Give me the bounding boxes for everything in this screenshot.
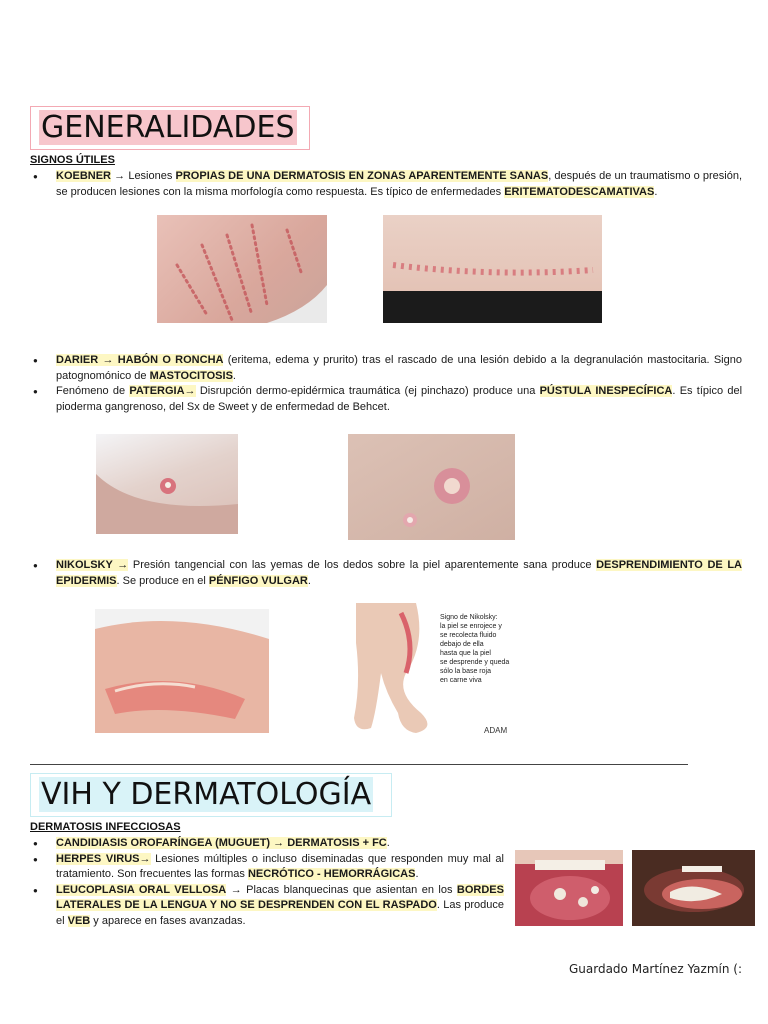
darier-highlight: MASTOCITOSIS [149, 369, 233, 382]
patergia-text-1: Fenómeno de [56, 385, 130, 397]
herpes-highlight: NECRÓTICO - HEMORRÁGICAS [247, 868, 416, 880]
nikolsky-leg-illustration [346, 603, 436, 736]
list-item-herpes [28, 852, 504, 883]
nikolsky-text-2: . Se produce en el [116, 574, 209, 587]
darier-text: (eritema, edema y prurito) tras el rascado de una lesión debido a la degranulación mastocitaria. Signo patognomónico de [56, 354, 742, 382]
list-item-darier [28, 353, 742, 384]
nikolsky-term: NIKOLSKY → [56, 559, 129, 571]
caption-line: debajo de ella [440, 641, 484, 648]
list-item-nikolsky [28, 558, 742, 589]
koebner-text-1: → Lesiones [111, 170, 176, 182]
patergia-highlight: PÚSTULA INESPECÍFICA [539, 385, 673, 397]
section2-title-box [30, 773, 392, 817]
list-nikolsky [28, 558, 742, 589]
koebner-band-illustration [383, 215, 602, 323]
koebner-end: . [654, 185, 658, 198]
nikolsky-text: Presión tangencial con las yemas de los dedos sobre la piel aparentemente sana produce [128, 559, 597, 571]
koebner-highlight: PROPIAS DE UNA DERMATOSIS EN ZONAS APARENTEMENTE SANAS [175, 170, 549, 182]
list-vih [28, 836, 504, 929]
darier-term: DARIER → HABÓN O RONCHA [56, 354, 224, 366]
caption-line: hasta que la piel [440, 650, 491, 657]
subtitle-dermatosis-infecciosas: DERMATOSIS INFECCIOSAS [30, 821, 181, 833]
list-koebner [28, 169, 742, 200]
patergia-term: PATERGIA→ [129, 385, 196, 397]
caption-line: la piel se enrojece y [440, 623, 502, 630]
koebner-text-2: , después de un traumatismo o presión, se producen lesiones con la misma morfología como respuesta. Es típico de enfermedades [56, 170, 743, 198]
patergia-lesions-illustration [348, 434, 515, 540]
koebner-term: KOEBNER [56, 170, 112, 182]
caption-line: se desprende y queda [440, 659, 510, 666]
nikolsky-photo-1 [95, 609, 269, 733]
oral-candidiasis-illustration [515, 850, 623, 926]
patergia-photo-2 [348, 434, 515, 540]
patergia-pustule-illustration [96, 434, 238, 534]
caption-line: Signo de Nikolsky: [440, 614, 498, 621]
koebner-photo-2 [383, 215, 602, 323]
section-title-vih: VIH Y DERMATOLOGÍA [41, 777, 372, 812]
candidiasis-end: . [386, 837, 390, 849]
patergia-text-2: Disrupción dermo-epidérmica traumática (ej pinchazo) produce una [195, 385, 540, 397]
nikolsky-highlight: DESPRENDIMIENTO DE LA EPIDERMIS [56, 559, 742, 587]
nikolsky-diagram [346, 603, 520, 736]
list-item-candidiasis [28, 836, 504, 852]
koebner-highlight-2: ERITEMATODESCAMATIVAS [504, 185, 655, 198]
section-title-box [30, 106, 310, 150]
oral-photo-2 [632, 850, 755, 926]
herpes-text: Lesiones múltiples o incluso diseminadas que responden muy mal al tratamiento. Son frecuentes las formas [56, 852, 504, 880]
list-item-leucoplasia [28, 883, 504, 930]
section-title-generalidades: GENERALIDADES [41, 110, 295, 145]
candidiasis-term: CANDIDIASIS OROFARÍNGEA (MUGUET) → [56, 837, 288, 849]
herpes-end: . [415, 868, 419, 880]
darier-end: . [232, 369, 236, 382]
herpes-term: HERPES VIRUS→ [56, 852, 151, 865]
nikolsky-end: . [307, 574, 311, 587]
caption-line: se recolecta fluido [440, 632, 497, 639]
candidiasis-highlight: DERMATOSIS + FC [287, 837, 387, 849]
patergia-end: . Es típico del pioderma gangrenoso, del Sx de Sweet y de enfermedad de Behcet. [56, 385, 743, 413]
leucoplasia-text: → Placas blanquecinas que asientan en los [226, 883, 457, 896]
leucoplasia-end: y aparece en fases avanzadas. [90, 914, 246, 927]
subtitle-signos-utiles: SIGNOS ÚTILES [30, 154, 115, 166]
adam-logo: ADAM [484, 726, 508, 735]
list-darier-patergia [28, 353, 742, 415]
caption-line: en carne viva [440, 677, 482, 684]
nikolsky-caption [440, 613, 518, 685]
koebner-photo-1 [157, 215, 327, 323]
section-divider [30, 764, 688, 765]
oral-photo-1 [515, 850, 623, 926]
leucoplasia-term: LEUCOPLASIA ORAL VELLOSA [56, 883, 227, 896]
leucoplasia-highlight-2: VEB [67, 914, 91, 927]
footer-author: Guardado Martínez Yazmín (: [568, 962, 742, 976]
caption-line: sólo la base roja [440, 668, 491, 675]
leucoplasia-highlight: BORDES LATERALES DE LA LENGUA Y NO SE DESPRENDEN CON EL RASPADO [56, 883, 504, 911]
koebner-lesions-illustration [157, 215, 327, 323]
list-item-koebner [28, 169, 742, 200]
nikolsky-arm-illustration [95, 609, 269, 733]
leucoplasia-text-2: . Las produce el [56, 899, 505, 927]
oral-leucoplasia-illustration [632, 850, 755, 926]
patergia-photo-1 [96, 434, 238, 534]
list-item-patergia [28, 384, 742, 415]
nikolsky-highlight-2: PÉNFIGO VULGAR [208, 574, 308, 587]
